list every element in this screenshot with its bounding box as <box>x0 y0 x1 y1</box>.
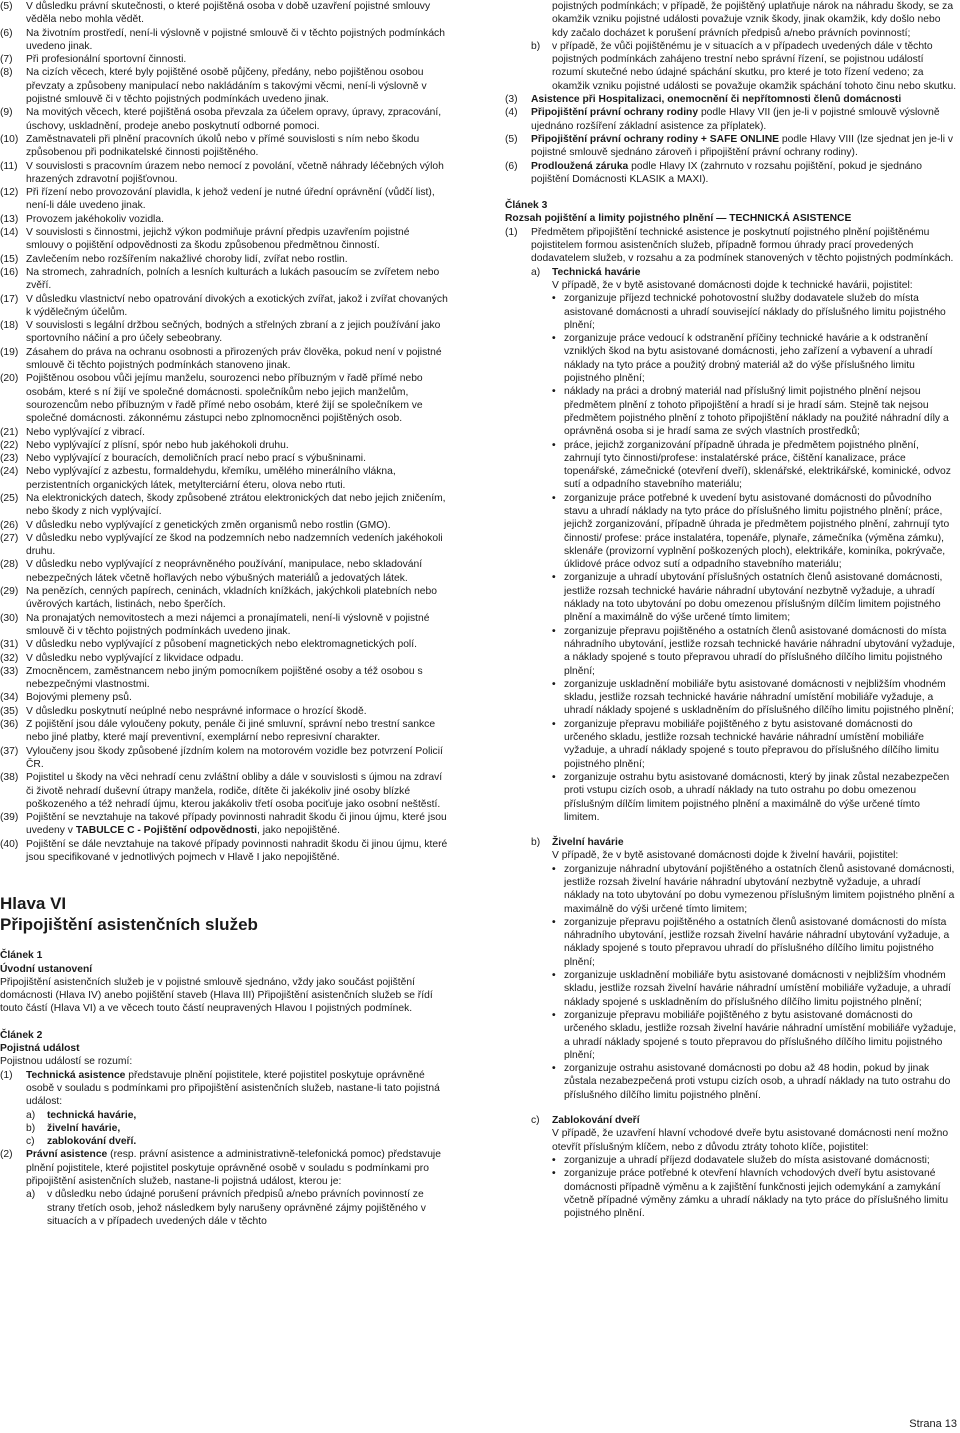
section-intro: V případě, že v bytě asistované domácnosti dojde k živelní havárii, pojistitel: <box>552 850 899 862</box>
list-item <box>0 53 449 66</box>
section-body <box>531 279 957 824</box>
list-item <box>0 346 449 373</box>
item-text: V důsledku nebo vyplývající ze škod na podzemních nebo nadzemních vedeních jakéhokoli druhu. <box>26 532 443 558</box>
article-3 <box>505 199 957 1220</box>
article-2 <box>0 1029 449 1228</box>
list-item <box>0 665 449 692</box>
sub-item <box>26 1122 449 1135</box>
item-text: Z pojištění jsou dále vyloučeny pokuty, penále či jiné smluvní, správní nebo trestní sankce nebo jiné platby, které mají preventivní, exemplární nebo represivní charakter. <box>26 719 436 744</box>
bullet-text: zorganizuje přepravu mobiliáře pojištěného z bytu asistované domácnosti do určeného skladu, jestliže rozsah technické havárie náhradní umístění mobiliáře vyžaduje, a uhradí náklady spojené s touto přepravou do příslušného dílčího limitu pojistného plnění; <box>564 718 939 770</box>
item-number: (36) <box>0 719 19 731</box>
list-item <box>0 133 449 160</box>
list-item <box>0 638 449 651</box>
sub-item <box>26 1135 449 1148</box>
bullet-icon: • <box>552 771 556 783</box>
bullet-text: zorganizuje ostrahu asistované domácnosti po dobu až 48 hodin, pokud by jinak zůstala nezabezpečená proti vstupu cizích osob, a uhradí náklady na tuto ostrahu do příslušného dílčího limitu pojistného plnění. <box>564 1063 951 1101</box>
bullet-icon: • <box>552 492 556 504</box>
item-text: Zaměstnavateli při plnění pracovních úkolů nebo v přímé souvislosti s ním nebo škodu způsobenou při podnikatelské činnosti pojištěného. <box>26 133 420 159</box>
assistance-section <box>531 266 957 824</box>
list-item <box>505 133 957 160</box>
bullet-item <box>552 1154 957 1167</box>
item-text: Na pronajatých nemovitostech a mezi nájemci a pronajímateli, není-li výslovně v pojistné smlouvě či v těchto pojistných podmínkách uvedeno jinak. <box>26 612 430 637</box>
sub-text: zablokování dveří. <box>47 1136 137 1148</box>
item-text: Na cizích věcech, které byly pojištěné osobě půjčeny, předány, nebo pojištěnou osobou převzaty a způsobeny manipulací nebo nakládáním s takovými věcmi, není-li výslovně v pojistné smlouvě či v těchto pojistných podmínkách uvedeno jinak. <box>26 67 427 106</box>
assistance-sections <box>505 266 957 1221</box>
list-item <box>0 705 449 718</box>
bullet-item <box>552 969 957 1009</box>
bullet-text: náklady na práci a drobný materiál nad příslušný limit pojistného plnění nejsou předmětem plnění z tohoto připojištění a hradí si je hradí sám. Stejně tak nejsou předmětem pojistného plnění z tohoto připojištění náklady na použité náhradní díly a oprávněná osoba si je hradí sama ze svých vlastních prostředků; <box>564 386 949 438</box>
bullet-item <box>552 292 957 332</box>
bullet-item <box>552 332 957 385</box>
list-item <box>505 160 957 187</box>
sub-text: v případě, že vůči pojištěnému je v situacích a v případech uvedených dále v těchto pojistných podmínkách zahájeno trestní nebo správní řízení, se pojistnou událostí rozumí skutečné nebo údajné spáchání skutku, pro které je toto řízení vedeno; za okamžik vzniku pojistné události se považuje okamžik spáchání tohoto činu nebo skutku. <box>552 40 957 92</box>
section-body <box>531 849 957 1102</box>
bullet-icon: • <box>552 386 556 398</box>
list-item <box>0 66 449 106</box>
item-text: V souvislosti s legální držbou sečných, bodných a střelných zbraní a z jejich používání jako sportovního náčiní a pro účely sebeobrany. <box>26 320 441 345</box>
item-number: (21) <box>0 426 19 438</box>
item-number: (31) <box>0 639 19 651</box>
list-item <box>0 266 449 293</box>
section-heading <box>531 1114 957 1127</box>
article-subtitle: Rozsah pojištění a limity pojistného plnění — TECHNICKÁ ASISTENCE <box>505 213 852 225</box>
list-item <box>0 293 449 320</box>
item-text: Pojistitel u škody na věci nehradí cenu zvláštní obliby a dále v souvislosti s újmou na zdraví či životě nehradí duševní útrapy manžela, rodiče, dítěte či jakékoliv jiné osoby blízké poškozeného a též nehradí újmu, kterou jakákoliv třetí osoba pociťuje jako osobní neštěstí. <box>26 772 443 810</box>
list-item <box>505 93 957 106</box>
bullet-text: zorganizuje práce potřebné k uvedení bytu asistované domácnosti do původního stavu a uhradí náklady na tyto práce do příslušného limitu pojistného plnění; práce, jejichž zorganizování, případně úhrada je předmětem pojistného plnění, zahrnují tyto činnosti/ profese: práce instalatéra, topenáře, plynaře, zámečníka (výměna zámku), sklenáře (provizorní vyplnění poškozených ploch), elektrikáře, kominíka, pokrývače, úklidové práce odvoz sutí a odpadního stavebního materiálu; <box>564 492 950 571</box>
page-number: Strana 13 <box>909 1417 957 1430</box>
bullet-text: zorganizuje uskladnění mobiliáře bytu asistované domácnosti v nejbližším vhodném skladu, jestliže rozsah technické havárie náhradní umístění mobiliáře vyžaduje, a uhradí náklady spojené s uskladněním do příslušného dílčího limitu pojistného plnění; <box>564 678 954 717</box>
sub-letter: b) <box>26 1122 36 1134</box>
item-number: (32) <box>0 652 19 664</box>
item-number: (14) <box>0 227 19 239</box>
bullet-text: zorganizuje a uhradí ubytování příslušných ostatních členů asistované domácnosti, jestliže rozsah technické havárie náhradní ubytování nezbytně vyžaduje, a uhradí náklady na toto ubytování po dobu omezenou příslušným dílčím limitem pojistného plnění a maximálně do výše určené tímto limitem; <box>564 572 943 624</box>
item-text: Zavlečením nebo rozšířením nakažlivé choroby lidí, zvířat nebo rostlin. <box>26 253 348 265</box>
bullet-text: zorganizuje práce vedoucí k odstranění příčiny technické havárie a k odstranění vzniklých škod na bytu asistované domácnosti, jeho zařízení a vybavení a uhradí náklady na tyto práce a použitý drobný materiál až do výše příslušného limitu pojistného plnění; <box>564 333 933 385</box>
list-item <box>0 372 449 425</box>
list-item <box>0 0 449 27</box>
item-rest: podle Hlavy VII (jen je-li v pojistné smlouvě výslovně ujednáno rozšíření základní asistence za příplatek). <box>531 107 940 132</box>
item-number: (2) <box>0 1149 13 1161</box>
assistance-section <box>531 836 957 1102</box>
item-number: (33) <box>0 665 19 677</box>
item-text: Na stromech, zahradních, polních a lesních kulturách a lukách pasoucím se zvířetem nebo zvěří. <box>26 266 440 292</box>
table-c-reference: TABULCE C - Pojištění odpovědnosti <box>75 825 257 837</box>
item-bold: Prodloužená záruka <box>531 160 629 172</box>
item-text: V důsledku nebo vyplývající z genetických změn organismů nebo rostlin (GMO). <box>26 519 391 531</box>
sub-text: v důsledku nebo údajné porušení právních předpisů a/nebo právních povinností ze strany třetích osob, jehož následkem byly narušeny oprávněné zájmy pojištěného v situacích a v případech uvedených dále v těchto <box>47 1189 426 1227</box>
section-heading <box>531 836 957 849</box>
item-number: (34) <box>0 692 19 704</box>
list-item <box>0 492 449 519</box>
bullet-icon: • <box>552 863 556 875</box>
item-text <box>531 93 957 106</box>
item-number: (17) <box>0 293 19 305</box>
list-item <box>0 27 449 54</box>
item-number: (6) <box>505 160 518 172</box>
bullet-item <box>552 571 957 624</box>
item-number: (12) <box>0 187 19 199</box>
exclusions-list <box>0 0 449 811</box>
assistance-section <box>531 1114 957 1220</box>
section-intro: V případě, že v bytě asistované domácnosti dojde k technické havárii, pojistitel: <box>552 279 913 291</box>
right-column <box>505 0 957 1220</box>
list-item <box>0 519 449 532</box>
item-number: (13) <box>0 213 19 225</box>
item-number: (9) <box>0 107 13 119</box>
list-item <box>0 838 449 865</box>
bullet-item <box>552 863 957 916</box>
bullet-text: zorganizuje uskladnění mobiliáře bytu asistované domácnosti v nejbližším vhodném skladu, jestliže rozsah živelní havárie náhradní umístění mobiliáře vyžaduje, a uhradí náklady spojené s uskladněním do příslušného dílčího limitu pojistného plnění; <box>564 970 951 1008</box>
item-bold: Připojištění právní ochrany rodiny <box>531 107 699 119</box>
item-number: (5) <box>0 1 13 12</box>
bullet-item <box>552 439 957 492</box>
section-body <box>531 1127 957 1220</box>
bullet-icon: • <box>552 439 556 451</box>
bullet-text: zorganizuje přepravu pojištěného a ostatních členů asistované domácnosti do místa náhradního ubytování, jestliže rozsah technické havárie náhradní ubytování vyžaduje, a náklady spojené s touto přepravou uhradí do příslušného dílčího limitu pojistného plnění; <box>564 625 955 677</box>
item-text: Na životním prostředí, není-li výslovně v pojistné smlouvě či v těchto pojistných podmínkách uvedeno jinak. <box>26 27 445 52</box>
article-intro: Pojistnou událostí se rozumí: <box>0 1056 133 1068</box>
item-text: V souvislosti s činnostmi, jejichž výkon podmiňuje právní předpis uzavřením pojistné smlouvy o pojištění odpovědnosti za škodu způsobenou předmětnou činností. <box>26 227 410 252</box>
item-text: Pojištěnou osobou vůči jejímu manželu, sourozenci nebo příbuzným v řadě přímé nebo osobám, které s ní žijí ve společné domácnosti. společníkům nebo jejich manželům, sourozencům nebo příbuzným v řadě přímé nebo osobám, které žijí se společníkem ve společné domácnosti. zákonnému zástupci nebo zplnomocněnci pojištěných osob. <box>26 373 423 425</box>
list-item <box>505 106 957 133</box>
list-item <box>0 811 449 838</box>
item-number: (10) <box>0 133 19 145</box>
bullet-item <box>552 718 957 771</box>
list-item <box>0 612 449 639</box>
item-number: (26) <box>0 519 19 531</box>
list-item <box>0 319 449 346</box>
item-text <box>531 160 957 187</box>
bullet-item <box>552 1062 957 1102</box>
list-item <box>0 1069 449 1109</box>
item-text: Nebo vyplývající z bouracích, demoličních prací nebo prací s výbušninami. <box>26 453 366 465</box>
item-text: V souvislosti s pracovním úrazem nebo nemocí z povolání, včetně náhrady léčebných výloh hrazených zdravotní pojišťovnou. <box>26 160 444 185</box>
item-text <box>531 133 957 160</box>
list-item <box>0 1148 449 1188</box>
assistance-list <box>505 93 957 186</box>
bullet-item <box>552 1009 957 1062</box>
item-number: (15) <box>0 253 19 265</box>
bullet-icon: • <box>552 1063 556 1075</box>
item-text: V důsledku právní skutečnosti, o které pojištěná osoba v době uzavření pojistné smlouvy věděla nebo mohla vědět. <box>26 1 431 26</box>
item-text: Bojovými plemeny psů. <box>26 692 132 704</box>
item-number: (38) <box>0 772 19 784</box>
item-number: (11) <box>0 160 18 172</box>
list-item <box>0 106 449 133</box>
bullet-icon: • <box>552 1154 556 1166</box>
list-item <box>505 226 957 266</box>
item-text: Nebo vyplývající z azbestu, formaldehydu, křemíku, umělého minerálního vlákna, perzistentních organických látek, metylterciární éteru, olova nebo rtuti. <box>26 466 396 491</box>
chapter-number: Hlava VI <box>0 894 67 914</box>
sub-text: živelní havárie, <box>47 1122 121 1134</box>
chapter-title: Připojištění asistenčních služeb <box>0 915 258 935</box>
item-number: (4) <box>505 107 518 119</box>
section-letter: a) <box>531 266 541 278</box>
item-text: Předmětem připojištění technické asistence je poskytnutí pojistného plnění pojištěnému pojistitelem formou asistenčních služeb, případně formou úhrady prací provedených dodavatelem služeb, v rozsahu a za podmínek stanovených v těchto pojistných podmínkách. <box>531 226 954 265</box>
bullet-icon: • <box>552 1168 556 1180</box>
bullet-icon: • <box>552 625 556 637</box>
item-text: V důsledku nebo vyplývající z neoprávněného používání, manipulace, nebo skladování nebezpečných látek včetně hořlavých nebo výbušných materiálů a jedovatých látek. <box>26 559 423 584</box>
list-item <box>0 771 449 811</box>
item-text: Pojištění se nevztahuje na takové případy povinnosti nahradit škodu či jinou újmu, které jsou uvedeny v TABULCE C - Pojištění odpovědnosti, jako nepojištěné. <box>26 812 447 837</box>
item-number: (28) <box>0 559 19 571</box>
bullet-text: zorganizuje přepravu pojištěného a ostatních členů asistované domácnosti do místa náhradního ubytování, jestliže rozsah živelní havárie náhradní ubytování vyžaduje, a náklady spojené s touto přepravou uhradí do příslušného dílčího limitu pojistného plnění; <box>564 916 950 968</box>
item-number: (39) <box>0 812 19 824</box>
list-item <box>0 253 449 266</box>
item-number: (30) <box>0 612 19 624</box>
article-1 <box>0 949 449 1015</box>
list-item <box>0 718 449 745</box>
bullet-text: zorganizuje ostrahu bytu asistované domácnosti, který by jinak zůstal nezabezpečen proti vstupu cizích osob, a uhradí náklady na tuto ostrahu po dobu omezenou příslušným dílčím limitem pojistného plnění a maximálně do výše určené tímto limitem. <box>564 771 950 823</box>
article-title: Článek 3 <box>505 200 548 212</box>
event-type-list <box>0 1109 449 1149</box>
sub-letter: c) <box>26 1136 35 1148</box>
item-number: (19) <box>0 346 19 358</box>
list-item <box>0 465 449 492</box>
list-item <box>0 213 449 226</box>
list-item <box>0 186 449 213</box>
list-item <box>0 691 449 704</box>
item-number: (20) <box>0 373 19 385</box>
article-title: Článek 2 <box>0 1029 43 1041</box>
item-text: Při profesionální sportovní činnosti. <box>26 54 187 66</box>
item-text: V důsledku nebo vyplývající z působení magnetických nebo elektromagnetických polí. <box>26 639 417 651</box>
list-item <box>0 652 449 665</box>
article-subtitle: Úvodní ustanovení <box>0 963 93 975</box>
item-number: (5) <box>505 133 518 145</box>
item-number: (37) <box>0 745 19 757</box>
section-intro: V případě, že uzavření hlavní vchodové dveře bytu asistované domácnosti není možno otevřít příslušným klíčem, nebo z důvodu ztráty tohoto klíče, pojistitel: <box>552 1128 949 1153</box>
bullet-item <box>552 771 957 824</box>
item-text: Zásahem do práva na ochranu osobnosti a přirozených práv člověka, pokud není v pojistné smlouvě či těchto pojistných podmínkách stanoveno jinak. <box>26 346 442 372</box>
item-number: (23) <box>0 453 19 465</box>
bullet-icon: • <box>552 678 556 690</box>
item-number: (1) <box>0 1069 13 1081</box>
item-text: Nebo vyplývající z plísní, spór nebo hub jakéhokoli druhu. <box>26 439 289 451</box>
sub-letter: b) <box>531 40 541 52</box>
item-number: (16) <box>0 266 19 278</box>
bullet-item <box>552 916 957 969</box>
item-number: (35) <box>0 705 19 717</box>
item-text: Vyloučeny jsou škody způsobené jízdním kolem na motorovém vozidle bez potvrzení Policií ČR. <box>26 745 443 770</box>
list-item <box>0 226 449 253</box>
bullet-text: zorganizuje přepravu mobiliáře pojištěného z bytu asistované domácnosti do určeného skladu, jestliže rozsah živelní havárie náhradní umístění mobiliáře vyžaduje, a uhradí náklady spojené s touto přepravou do příslušného dílčího limitu pojistného plnění; <box>564 1009 957 1061</box>
item-text: Provozem jakéhokoliv vozidla. <box>26 213 164 225</box>
item-number: (24) <box>0 466 19 478</box>
bullet-item <box>552 678 957 718</box>
list-item <box>0 439 449 452</box>
item-text: V důsledku nebo vyplývající z likvidace odpadu. <box>26 652 244 664</box>
item-number: (7) <box>0 54 13 66</box>
section-letter: b) <box>531 837 541 849</box>
bullet-item <box>552 492 957 572</box>
section-title: Živelní havárie <box>552 837 624 849</box>
list-item <box>0 160 449 187</box>
item-bold: Asistence při Hospitalizaci, onemocnění či nepřítomnosti členů domácnosti <box>531 94 902 106</box>
sub-item <box>0 1188 449 1228</box>
bullet-item <box>552 385 957 438</box>
bullet-icon: • <box>552 916 556 928</box>
list-item <box>0 532 449 559</box>
bullet-icon: • <box>552 970 556 982</box>
item-number: (8) <box>0 67 13 79</box>
article-subtitle: Pojistná událost <box>0 1043 80 1055</box>
item-text <box>531 106 957 133</box>
section-title: Technická havárie <box>552 266 641 278</box>
item-text: V důsledku vlastnictví nebo opatrování divokých a exotických zvířat, jakož i zvířat chovaných k výdělečným účelům. <box>26 293 448 318</box>
item-number: (1) <box>505 226 518 238</box>
item-text: Pojištění se dále nevztahuje na takové případy povinnosti nahradit škodu či jinou újmu, které jsou specifikované v jednotlivých pojmech v Hlavě I jako nepojištěné. <box>26 838 448 863</box>
bullet-icon: • <box>552 718 556 730</box>
item-number: (22) <box>0 439 19 451</box>
item-number: (6) <box>0 27 13 39</box>
list-item <box>0 585 449 612</box>
item-number: (18) <box>0 320 19 332</box>
bullet-icon: • <box>552 572 556 584</box>
item-rest: podle Hlavy IX (zahrnuto v rozsahu pojištění, pokud je sjednáno pojištění Domácnosti KLASIK a MAXI). <box>531 160 922 185</box>
list-item <box>0 452 449 465</box>
item-text: Zmocněncem, zaměstnancem nebo jiným pomocníkem pojištěné osoby a též osobou s nebezpečnými vlastnostmi. <box>26 665 423 691</box>
item-text: Při řízení nebo provozování plavidla, k jehož vedení je nutné úřední oprávnění (vůdčí list), není-li dále uvedeno jinak. <box>26 187 435 212</box>
bullet-text: zorganizuje a uhradí příjezd dodavatele služeb do místa asistované domácnosti; <box>564 1154 930 1166</box>
sub-letter: a) <box>26 1189 36 1201</box>
section-letter: c) <box>531 1115 540 1127</box>
sub-item <box>505 40 957 93</box>
bullet-text: zorganizuje příjezd technické pohotovostní služby dodavatele služeb do místa asistované domácnosti a uhradí související náklady do příslušného limitu pojistného plnění; <box>564 293 946 331</box>
list-item <box>0 426 449 439</box>
item-number: (27) <box>0 532 19 544</box>
item-text: Právní asistence (resp. právní asistence a administrativně-telefonická pomoc) představuje plnění pojistitele, které pojistitel poskytuje oprávněné osobě v souladu s podmínkami pro připojištění asistenčních služeb, nastane-li pojistná událost, kterou je: <box>26 1149 441 1188</box>
item-rest: podle Hlavy VIII (lze sjednat jen je-li v pojistné smlouvě sjednáno zároveň i připojištění právní ochrany rodiny). <box>531 133 954 159</box>
bullet-item <box>552 625 957 678</box>
item-text: Nebo vyplývající z vibrací. <box>26 426 146 438</box>
section-title: Zablokování dveří <box>552 1115 640 1127</box>
bullet-icon: • <box>552 293 556 305</box>
bullet-icon: • <box>552 333 556 345</box>
continued-text: pojistných podmínkách; v případě, že pojištěný uplatňuje nárok na náhradu škody, se za okamžik vzniku pojistné události považuje vznik škody, jinak okamžik, kdy došlo nebo kdy začalo docházet k porušení právních předpisů a/nebo právních povinností; <box>552 1 954 39</box>
chapter-heading <box>0 893 449 935</box>
item-number: (29) <box>0 586 19 598</box>
sub-item <box>26 1109 449 1122</box>
item-text: Na movitých věcech, které pojištěná osoba převzala za účelem opravy, úpravy, zpracování, úschovy, uskladnění, prodeje anebo poskytnutí odborné pomoci. <box>26 107 442 132</box>
item-text: V důsledku poskytnutí neúplné nebo nesprávné informace o hrozící škodě. <box>26 705 367 717</box>
article-title: Článek 1 <box>0 950 43 962</box>
bullet-icon: • <box>552 1009 556 1021</box>
section-heading <box>531 266 957 279</box>
sub-text: technická havárie, <box>47 1109 137 1121</box>
item-text: Technická asistence představuje plnění pojistitele, které pojistitel poskytuje oprávněné osobě v souladu s podmínkami pro připojištění asistenčních služeb, nastane-li tato pojistná událost: <box>26 1069 440 1108</box>
left-column <box>0 0 449 1228</box>
bullet-text: zorganizuje náhradní ubytování pojištěného a ostatních členů asistované domácnosti, jestliže rozsah živelní havárie náhradní ubytování nezbytně vyžaduje, a uhradí náklady na toto ubytování po dobu vymezenou příslušným limitem pojistného plnění a maximálně do výši určené tímto limitem; <box>564 863 955 915</box>
item-number: (3) <box>505 94 518 106</box>
item-number: (25) <box>0 492 19 504</box>
bullet-item <box>552 1167 957 1220</box>
list-item <box>0 558 449 585</box>
item-number: (40) <box>0 838 19 850</box>
list-item <box>0 745 449 772</box>
item-bold: Připojištění právní ochrany rodiny + SAFE ONLINE <box>531 133 780 145</box>
item-text: Na penězích, cenných papírech, ceninách, vkladních knížkách, jakýchkoli platebních nebo úvěrových kartách, listinách, nebo šperčích. <box>26 586 437 611</box>
sub-letter: a) <box>26 1109 36 1121</box>
article-text: Připojištění asistenčních služeb je v pojistné smlouvě sjednáno, vždy jako součást pojištění domácnosti (Hlava IV) anebo pojištění staveb (Hlava III) Připojištění asistenčních služeb se řídí touto částí (Hlava VI) a ve věcech touto částí neupravených Hlavou I pojistných podmínek. <box>0 976 433 1015</box>
bullet-text: zorganizuje práce potřebné k otevření hlavních vchodových dveří bytu asistované domácnosti případně výměnu a k zajištění funkčnosti jejich odemykání a zamykání včetně případné výměny zámku a uhradí náklady na tyto práce do příslušného limitu pojistného plnění. <box>564 1168 949 1220</box>
bullet-text: práce, jejichž zorganizování případně úhrada je předmětem pojistného plnění, zahrnují tyto činnosti/profese: instalatérské práce, čištění kanalizace, práce topenářské, zámečnické (otevření dveří), sklenářské, elektrikářské, kominické, odvoz sutí a odpadního stavebního materiálu; <box>564 439 951 491</box>
item-text: Na elektronických datech, škody způsobené ztrátou elektronických dat nebo jejich zničením, nebo škody z nich vyplývající. <box>26 492 446 518</box>
